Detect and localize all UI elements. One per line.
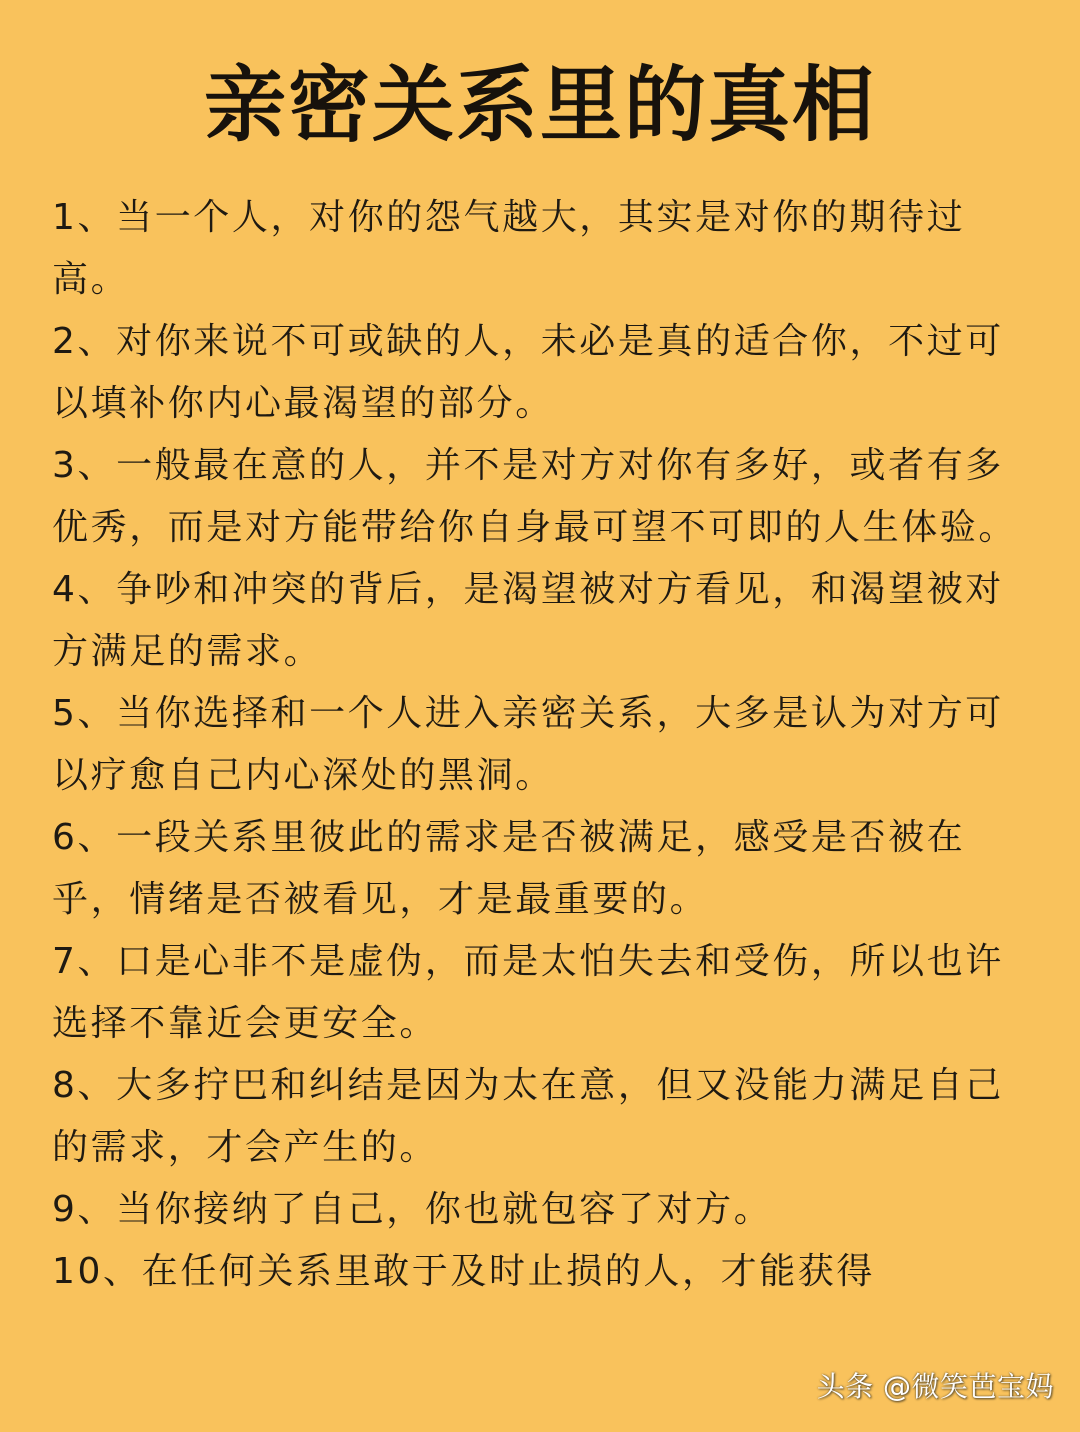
watermark: 头条 @微笑芭宝妈 <box>816 1370 1054 1403</box>
list-item: 6、一段关系里彼此的需求是否被满足，感受是否被在乎，情绪是否被看见，才是最重要的。 <box>52 817 966 920</box>
list-item: 9、当你接纳了自己，你也就包容了对方。 <box>52 1189 773 1230</box>
list-item: 7、口是心非不是虚伪，而是太怕失去和受伤，所以也许选择不靠近会更安全。 <box>52 941 1004 1044</box>
list-item: 2、对你来说不可或缺的人，未必是真的适合你，不过可以填补你内心最渴望的部分。 <box>52 321 1004 424</box>
list-item: 10、在任何关系里敢于及时止损的人，才能获得 <box>52 1251 876 1292</box>
list-item: 1、当一个人，对你的怨气越大，其实是对你的期待过高。 <box>52 197 966 300</box>
list-item: 3、一般最在意的人，并不是对方对你有多好，或者有多优秀，而是对方能带给你自身最可望不可即的人生体验。 <box>52 445 1018 548</box>
page-title: 亲密关系里的真相 <box>203 58 876 153</box>
list-item: 4、争吵和冲突的背后，是渴望被对方看见，和渴望被对方满足的需求。 <box>52 569 1004 672</box>
list-item: 5、当你选择和一个人进入亲密关系，大多是认为对方可以疗愈自己内心深处的黑洞。 <box>52 693 1004 796</box>
truths-list <box>52 187 1032 1303</box>
list-item: 8、大多拧巴和纠结是因为太在意，但又没能力满足自己的需求，才会产生的。 <box>52 1065 1004 1168</box>
